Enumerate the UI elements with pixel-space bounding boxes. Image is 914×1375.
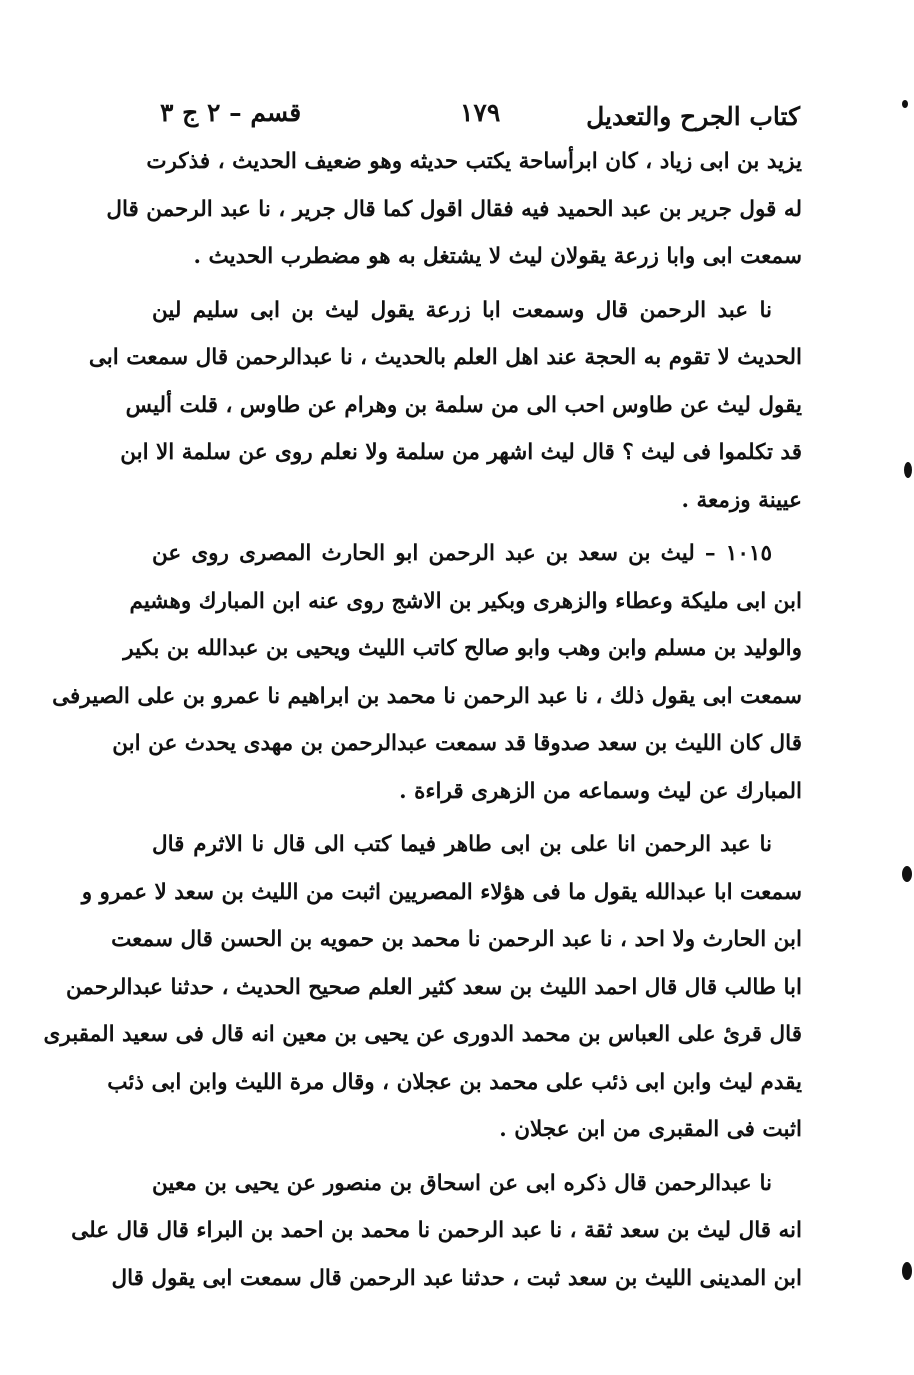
scan-mark (902, 866, 912, 882)
text-line: ابن ابى مليكة وعطاء والزهرى وبكير بن الاشج روى عنه ابن المبارك وهشيم (129, 588, 802, 614)
paragraph (88, 287, 802, 525)
text-line: يقدم ليث وابن ابى ذئب على محمد بن عجلان ، وقال مرة الليث وابن ابى ذئب (107, 1069, 802, 1095)
text-line: قد تكلموا فى ليث ؟ قال ليث اشهر من سلمة ولا نعلم روى عن سلمة الا ابن (120, 440, 802, 465)
text-line: ابن المدينى الليث بن سعد ثبت ، حدثنا عبد الرحمن قال سمعت ابى يقول قال (111, 1265, 802, 1291)
paragraph (52, 530, 802, 815)
scan-mark (902, 100, 908, 108)
text-line: والوليد بن مسلم وابن وهب وابو صالح كاتب الليث ويحيى بن عبدالله بن بكير (123, 636, 802, 661)
text-line: انه قال ليث بن سعد ثقة ، نا عبد الرحمن نا محمد بن احمد بن البراء قال قال على (71, 1218, 802, 1243)
text-line: قال كان الليث بن سعد صدوقا قد سمعت عبدالرحمن بن مهدى يحدث عن ابن (112, 731, 802, 756)
text-line: نا عبدالرحمن قال ذكره ابى عن اسحاق بن منصور عن يحيى بن معين (152, 1170, 772, 1196)
text-line: له قول جرير بن عبد الحميد فيه فقال اقول كما قال جرير ، نا عبد الرحمن قال (106, 196, 802, 222)
text-line: نا عبد الرحمن قال وسمعت ابا زرعة يقول ليث بن ابى سليم لين (152, 297, 772, 323)
text-line: قال قرئ على العباس بن محمد الدورى عن يحيى بن معين انه قال فى سعيد المقبرى (43, 1022, 802, 1047)
text-line: ابا طالب قال قال احمد الليث بن سعد كثير العلم صحيح الحديث ، حدثنا عبدالرحمن (65, 974, 802, 1000)
text-line: الحديث لا تقوم به الحجة عند اهل العلم بالحديث ، نا عبدالرحمن قال سمعت ابى (88, 345, 802, 370)
text-line: نا عبد الرحمن انا على بن ابى طاهر فيما كتب الى قال نا الاثرم قال (152, 832, 772, 857)
text-line: عيينة وزمعة . (681, 487, 802, 513)
scan-mark (902, 1262, 912, 1280)
running-header (160, 96, 800, 136)
volume-section: قسم – ٢ ج ٣ (160, 98, 302, 127)
page-number: ١٧٩ (460, 98, 501, 127)
text-line: اثبت فى المقبرى من ابن عجلان . (499, 1117, 802, 1142)
scan-mark (904, 462, 912, 478)
body-text (43, 138, 802, 1302)
paragraph (106, 138, 802, 281)
text-line: سمعت ابى وابا زرعة يقولان ليث لا يشتغل به هو مضطرب الحديث . (193, 244, 802, 269)
text-line: يزيد بن ابى زياد ، كان ابرأساحة يكتب حديثه وهو ضعيف الحديث ، فذكرت (146, 149, 802, 174)
text-line: سمعت ابا عبدالله يقول ما فى هؤلاء المصريين اثبت من الليث بن سعد لا عمرو و (81, 879, 802, 905)
book-title: كتاب الجرح والتعديل (586, 101, 800, 131)
text-line: ١٠١٥ – ليث بن سعد بن عبد الرحمن ابو الحارث المصرى روى عن (152, 541, 772, 566)
text-line: سمعت ابى يقول ذلك ، نا عبد الرحمن نا محمد بن ابراهيم نا عمرو بن على الصيرفى (52, 683, 802, 709)
text-line: ابن الحارث ولا احد ، نا عبد الرحمن نا محمد بن حمويه بن الحسن قال سمعت (111, 927, 802, 952)
paragraph (71, 1160, 802, 1303)
paragraph (43, 821, 802, 1154)
text-line: المبارك عن ليث وسماعه من الزهرى قراءة . (399, 778, 802, 804)
text-line: يقول ليث عن طاوس احب الى من سلمة بن وهرام عن طاوس ، قلت أليس (125, 392, 802, 418)
